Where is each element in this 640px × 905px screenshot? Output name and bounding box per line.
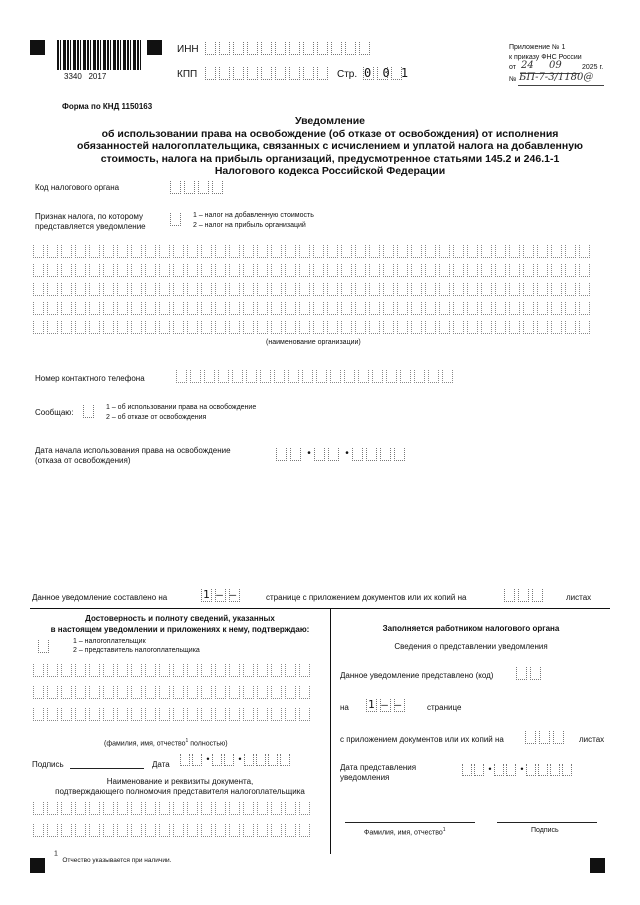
corner-marker-bottom-right [590, 858, 605, 873]
officer-signature-caption: Подпись [531, 827, 559, 834]
tax-office-code-field[interactable] [170, 181, 223, 194]
officer-sheets-field[interactable] [525, 731, 567, 744]
signature-line[interactable] [70, 768, 144, 769]
start-date-label-line1: Дата начала использования права на освобождение [35, 446, 231, 455]
title-line5: Налогового кодекса Российской Федерации [214, 165, 446, 177]
authority-doc-heading-line1: Наименование и реквизиты документа, [106, 777, 254, 786]
officer-name-line[interactable] [345, 822, 475, 823]
organization-name-grid[interactable] [33, 245, 603, 337]
pages-line-prefix: Данное уведомление составлено на [32, 593, 168, 602]
section-divider [30, 608, 610, 609]
corner-marker-top-middle [147, 40, 162, 55]
confirm-heading-line1: Достоверность и полноту сведений, указанных [85, 614, 275, 623]
submission-info-heading: Сведения о представлении уведомления [394, 642, 548, 651]
appendix-line2: к приказу ФНС России [509, 54, 582, 61]
tax-option-1: 1 – налог на добавленную стоимость [193, 212, 314, 219]
page-word: странице [427, 703, 462, 712]
authority-doc-heading-line2: подтверждающего полномочия представителя налогоплательщика [55, 787, 305, 796]
pages-line-suffix: листах [566, 593, 592, 602]
footnote [54, 849, 171, 867]
inn-label: ИНН [177, 44, 199, 55]
confirm-heading-line2: в настоящем уведомлении и приложениях к нему, подтверждаю: [50, 625, 310, 634]
page-number-value: 0 0 1 [364, 66, 411, 80]
appendix-line4-prefix: № [509, 76, 517, 83]
tax-office-code-label: Код налогового органа [35, 183, 120, 192]
appendix-line1: Приложение № 1 [509, 44, 566, 51]
inn-field[interactable] [205, 42, 373, 55]
appendix-date-month: 09 [549, 60, 562, 71]
authority-doc-heading [30, 777, 330, 797]
pages-count-value: 1 – – [203, 588, 237, 601]
form-code: Форма по КНД 1150163 [62, 102, 153, 111]
sheets-word: листах [579, 735, 605, 744]
pages-line-middle: странице с приложением документов или их копий на [266, 593, 467, 602]
confirm-option-2: 2 – представитель налогоплательщика [73, 647, 200, 654]
phone-label: Номер контактного телефона [35, 374, 145, 383]
corner-marker-top-left [30, 40, 45, 55]
submission-date-label-line2: уведомления [340, 773, 390, 782]
report-option-2: 2 – об отказе от освобождения [106, 414, 207, 421]
title-line1: Уведомление [294, 115, 365, 127]
authority-doc-grid[interactable] [33, 802, 327, 844]
report-type-field[interactable] [83, 405, 97, 418]
page-label: Стр. [337, 69, 358, 80]
signature-label: Подпись [32, 760, 64, 769]
date-label: Дата [152, 760, 170, 769]
corner-marker-bottom-left [30, 858, 45, 873]
with-docs-label: с приложением документов или их копий на [340, 735, 504, 744]
barcode-number: 3340 2017 [64, 72, 107, 81]
tax-option-2: 2 – налог на прибыль организаций [193, 222, 306, 229]
report-option-1: 1 – об использовании права на освобождение [106, 404, 257, 411]
footnote-marker: 1 [54, 850, 58, 858]
appendix-line3-prefix: от [509, 64, 516, 71]
start-date-field[interactable]: • • [276, 448, 408, 461]
kpp-field[interactable] [205, 67, 331, 80]
tax-sign-label-line2: представляется уведомление [35, 222, 146, 231]
title-line2: об использовании права на освобождение (об отказе от освобождения) от исполнения [101, 127, 559, 140]
officer-pages-value: 1 – – [368, 698, 402, 711]
document-title [40, 115, 620, 178]
footnote-text: Отчество указывается при наличии. [62, 857, 172, 864]
barcode-icon [57, 40, 141, 70]
submission-date-label-line1: Дата представления [340, 763, 417, 772]
tax-officer-heading: Заполняется работником налогового органа [382, 624, 560, 633]
report-label: Сообщаю: [35, 408, 74, 417]
confirm-by-field[interactable] [38, 640, 52, 653]
appendix-year: 2025 г. [582, 64, 604, 71]
appendix-date-day: 24 [521, 60, 534, 71]
start-date-label-line2: (отказа от освобождения) [35, 456, 131, 465]
appendix-number: БП-7-3/1180@ [519, 72, 594, 83]
title-line4: стоимость, налога на прибыль организаций, предусмотренное статьями 145.2 и 246.1-1 [100, 152, 560, 165]
submission-date-field[interactable]: • • [462, 764, 574, 776]
presented-code-label: Данное уведомление представлено (код) [340, 671, 494, 680]
kpp-label: КПП [177, 69, 198, 80]
presented-code-field[interactable] [516, 667, 544, 680]
organization-name-caption: (наименование организации) [266, 339, 361, 346]
officer-signature-line[interactable] [497, 822, 597, 823]
officer-name-caption: Фамилия, имя, отчество$^1$ [364, 827, 446, 837]
tax-sign-label-line1: Признак налога, по которому [35, 212, 144, 221]
tax-sign-field[interactable] [170, 213, 184, 226]
confirm-option-1: 1 – налогоплательщик [73, 638, 146, 645]
signer-name-grid[interactable] [33, 664, 327, 732]
title-line3: обязанностей налогоплательщика, связанных с исчислением и уплатой налога на добавленную [76, 140, 584, 152]
on-label: на [340, 703, 349, 712]
signer-name-caption: (фамилия, имя, отчество$^1$ полностью) [104, 738, 228, 748]
confirm-heading [30, 613, 330, 635]
attachment-sheets-field[interactable] [504, 589, 546, 602]
signer-date-field[interactable]: • • [180, 754, 292, 766]
